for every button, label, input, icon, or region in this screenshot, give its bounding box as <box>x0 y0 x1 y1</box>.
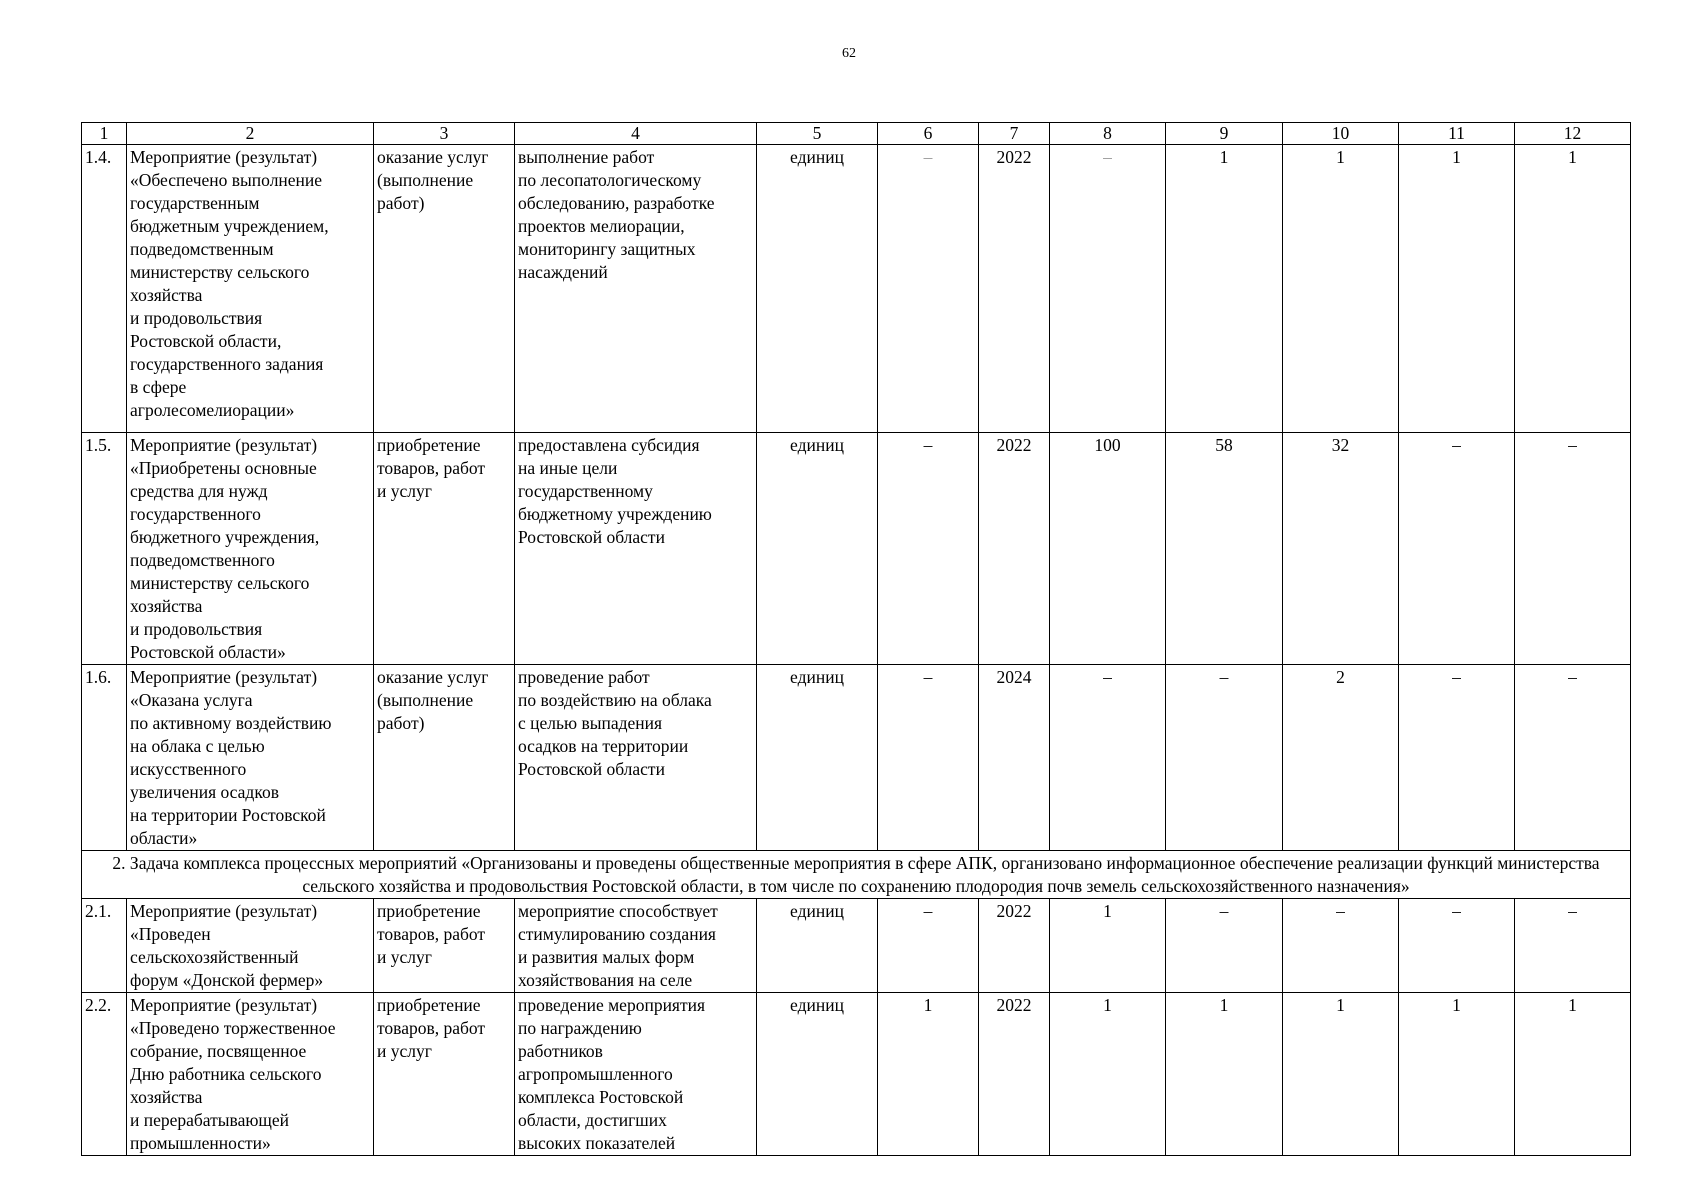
row-number: 1.4. <box>82 145 127 433</box>
col-header: 7 <box>979 123 1050 145</box>
cell-12: 1 <box>1515 993 1631 1156</box>
table-row <box>82 993 1631 1156</box>
cell-6: – <box>878 665 979 851</box>
cell-6: – <box>878 145 979 433</box>
measure-type: приобретение товаров, работ и услуг <box>374 433 515 665</box>
measure-description: проведение мероприятия по награждению работников агропромышленного комплекса Ростовской области, достигших высоких показателей <box>515 993 757 1156</box>
col-header: 3 <box>374 123 515 145</box>
measure-type: оказание услуг (выполнение работ) <box>374 665 515 851</box>
measure-name: Мероприятие (результат) «Проведен сельскохозяйственный форум «Донской фермер» <box>127 899 374 993</box>
table-row <box>82 665 1631 851</box>
measure-type: приобретение товаров, работ и услуг <box>374 899 515 993</box>
cell-11: – <box>1399 899 1515 993</box>
column-number-row <box>82 123 1631 145</box>
measure-type: приобретение товаров, работ и услуг <box>374 993 515 1156</box>
col-header: 8 <box>1050 123 1166 145</box>
row-number: 2.1. <box>82 899 127 993</box>
cell-11: 1 <box>1399 145 1515 433</box>
cell-12: 1 <box>1515 145 1631 433</box>
measure-name: Мероприятие (результат) «Приобретены основные средства для нужд государственного бюджетного учреждения, подведомственного министерству сельского хозяйства и продовольствия Ростовской области» <box>127 433 374 665</box>
page-number: 62 <box>842 46 856 61</box>
cell-8: 1 <box>1050 899 1166 993</box>
cell-12: – <box>1515 899 1631 993</box>
cell-10: 32 <box>1283 433 1399 665</box>
cell-7: 2022 <box>979 993 1050 1156</box>
row-number: 1.6. <box>82 665 127 851</box>
col-header: 11 <box>1399 123 1515 145</box>
measure-name: Мероприятие (результат) «Обеспечено выполнение государственным бюджетным учреждением, подведомственным министерству сельского хозяйства и продовольствия Ростовской области, государственного задания в сфере агролесомелиорации» <box>127 145 374 433</box>
cell-12: – <box>1515 665 1631 851</box>
cell-9: – <box>1166 665 1283 851</box>
cell-6: – <box>878 433 979 665</box>
cell-6: – <box>878 899 979 993</box>
cell-10: 1 <box>1283 145 1399 433</box>
unit: единиц <box>757 145 878 433</box>
measure-type: оказание услуг (выполнение работ) <box>374 145 515 433</box>
unit: единиц <box>757 665 878 851</box>
row-number: 1.5. <box>82 433 127 665</box>
col-header: 9 <box>1166 123 1283 145</box>
cell-10: 2 <box>1283 665 1399 851</box>
cell-10: 1 <box>1283 993 1399 1156</box>
table-row <box>82 433 1631 665</box>
measure-name: Мероприятие (результат) «Проведено торжественное собрание, посвященное Дню работника сельского хозяйства и перерабатывающей промышленности» <box>127 993 374 1156</box>
task-2-heading: 2. Задача комплекса процессных мероприятий «Организованы и проведены общественные мероприятия в сфере АПК, организовано информационное обеспечение реализации функций министерства сельского хозяйства и продовольствия Ростовской области, в том числе по сохранению плодородия почв земель сельскохозяйственного назначения» <box>82 851 1631 899</box>
table-row <box>82 145 1631 433</box>
col-header: 10 <box>1283 123 1399 145</box>
cell-7: 2022 <box>979 145 1050 433</box>
measure-description: проведение работ по воздействию на облака с целью выпадения осадков на территории Ростовской области <box>515 665 757 851</box>
table-row <box>82 899 1631 993</box>
unit: единиц <box>757 433 878 665</box>
cell-9: 1 <box>1166 145 1283 433</box>
cell-8: – <box>1050 145 1166 433</box>
row-number: 2.2. <box>82 993 127 1156</box>
cell-8: – <box>1050 665 1166 851</box>
measure-description: мероприятие способствует стимулированию создания и развития малых форм хозяйствования на селе <box>515 899 757 993</box>
col-header: 6 <box>878 123 979 145</box>
col-header: 12 <box>1515 123 1631 145</box>
measure-description: предоставлена субсидия на иные цели государственному бюджетному учреждению Ростовской области <box>515 433 757 665</box>
cell-9: – <box>1166 899 1283 993</box>
cell-7: 2022 <box>979 899 1050 993</box>
cell-7: 2024 <box>979 665 1050 851</box>
cell-7: 2022 <box>979 433 1050 665</box>
col-header: 1 <box>82 123 127 145</box>
task-section-row <box>82 851 1631 899</box>
cell-11: 1 <box>1399 993 1515 1156</box>
cell-8: 1 <box>1050 993 1166 1156</box>
measures-table <box>81 122 1631 1156</box>
col-header: 4 <box>515 123 757 145</box>
cell-11: – <box>1399 433 1515 665</box>
cell-6: 1 <box>878 993 979 1156</box>
cell-11: – <box>1399 665 1515 851</box>
measure-description: выполнение работ по лесопатологическому обследованию, разработке проектов мелиорации, мониторингу защитных насаждений <box>515 145 757 433</box>
measure-name: Мероприятие (результат) «Оказана услуга по активному воздействию на облака с целью искусственного увеличения осадков на территории Ростовской области» <box>127 665 374 851</box>
cell-8: 100 <box>1050 433 1166 665</box>
unit: единиц <box>757 993 878 1156</box>
col-header: 2 <box>127 123 374 145</box>
cell-12: – <box>1515 433 1631 665</box>
cell-9: 58 <box>1166 433 1283 665</box>
cell-9: 1 <box>1166 993 1283 1156</box>
unit: единиц <box>757 899 878 993</box>
cell-10: – <box>1283 899 1399 993</box>
col-header: 5 <box>757 123 878 145</box>
